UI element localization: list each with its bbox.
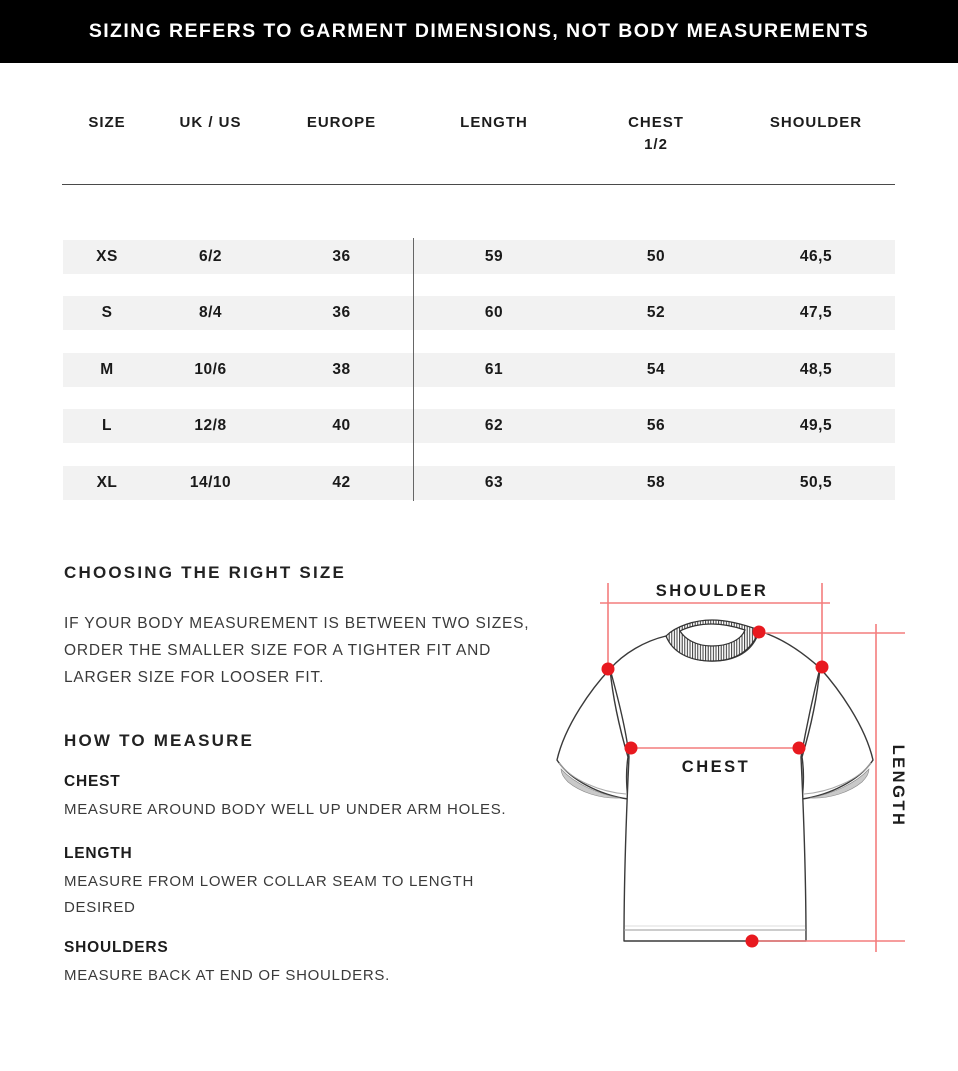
table-column-divider: [413, 238, 414, 501]
table-cell: 52: [646, 304, 666, 321]
table-cell: 42: [332, 474, 351, 491]
table-cell: 38: [332, 361, 351, 378]
table-cell: XL: [96, 474, 118, 491]
column-header-chest: CHEST 1/2: [628, 114, 684, 153]
table-cell: 36: [332, 304, 351, 321]
table-cell: 58: [646, 474, 666, 491]
choosing-size-text: IF YOUR BODY MEASUREMENT IS BETWEEN TWO SIZES, ORDER THE SMALLER SIZE FOR A TIGHTER FIT AND LARGER SIZE FOR LOOSER FIT.: [64, 615, 530, 686]
choosing-size-heading: CHOOSING THE RIGHT SIZE: [64, 563, 347, 582]
table-row-m: [63, 353, 895, 387]
diagram-shoulder-label: SHOULDER: [655, 582, 769, 600]
table-cell: 12/8: [194, 417, 227, 434]
table-cell: 10/6: [194, 361, 227, 378]
table-cell: 48,5: [799, 361, 833, 378]
table-cell: M: [100, 361, 114, 378]
measure-length-title: LENGTH: [64, 845, 133, 862]
table-cell: XS: [96, 248, 118, 265]
banner-title: SIZING REFERS TO GARMENT DIMENSIONS, NOT BODY MEASUREMENTS: [88, 20, 870, 42]
table-cell: 36: [332, 248, 351, 265]
table-row-s: [63, 296, 895, 330]
table-header-rule: [62, 184, 895, 185]
column-header-shoulder: SHOULDER: [769, 114, 863, 131]
table-cell: 47,5: [799, 304, 833, 321]
table-cell: L: [102, 417, 112, 434]
tshirt-measurement-diagram: [540, 568, 958, 968]
column-header-uk-us: UK / US: [179, 114, 242, 131]
measure-chest-title: CHEST: [64, 773, 121, 790]
measure-chest-text: MEASURE AROUND BODY WELL UP UNDER ARM HOLES.: [64, 801, 507, 818]
measure-shoulders-text: MEASURE BACK AT END OF SHOULDERS.: [64, 967, 390, 984]
table-cell: 59: [484, 248, 504, 265]
table-cell: 61: [484, 361, 504, 378]
table-cell: 8/4: [198, 304, 223, 321]
table-cell: S: [101, 304, 113, 321]
measure-shoulders-title: SHOULDERS: [64, 939, 169, 956]
how-to-measure-heading: HOW TO MEASURE: [64, 731, 255, 750]
column-header-length: LENGTH: [460, 114, 528, 131]
table-cell: 54: [646, 361, 666, 378]
measure-length-text: MEASURE FROM LOWER COLLAR SEAM TO LENGTH DESIRED: [64, 873, 475, 916]
table-cell: 46,5: [799, 248, 833, 265]
table-row-xs: [63, 240, 895, 274]
table-cell: 60: [484, 304, 504, 321]
table-cell: 49,5: [799, 417, 833, 434]
table-cell: 56: [646, 417, 666, 434]
table-cell: 6/2: [198, 248, 223, 265]
table-cell: 50,5: [799, 474, 833, 491]
table-row-l: [63, 409, 895, 443]
table-cell: 63: [484, 474, 504, 491]
column-header-europe: EUROPE: [306, 114, 377, 131]
column-header-size: SIZE: [88, 114, 126, 131]
diagram-length-label: LENGTH: [889, 744, 907, 828]
table-cell: 40: [332, 417, 351, 434]
table-cell: 14/10: [189, 474, 232, 491]
table-cell: 50: [646, 248, 666, 265]
tshirt-body-outline: [610, 631, 820, 941]
diagram-chest-label: CHEST: [681, 758, 751, 776]
banner: [0, 0, 958, 63]
table-row-xl: [63, 466, 895, 500]
table-cell: 62: [484, 417, 504, 434]
size-table-header: [63, 112, 895, 156]
